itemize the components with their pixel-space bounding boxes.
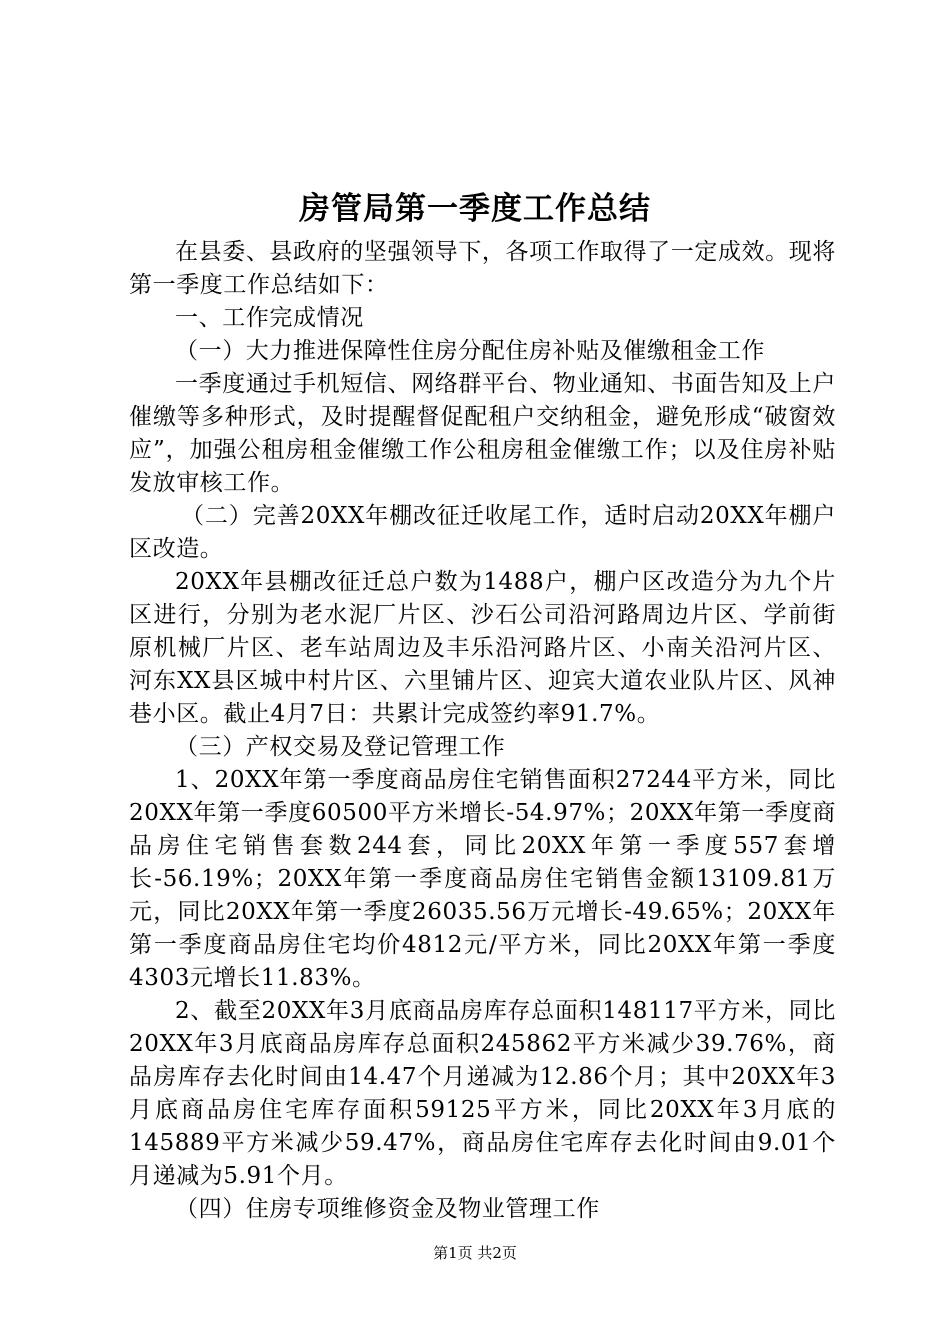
body-paragraph: 2、截至20XX年3月底商品房库存总面积148117平方米，同比20XX年3月底商品房库存总面积245862平方米减少39.76%，商品房库存去化时间由14.47个月递减为12.86个月；其中20XX年3月底商品房住宅库存面积59125平方米，同比20XX年3月底的145889平方米减少59.47%，商品房住宅库存去化时间由9.01个月递减为5.91个月。 [129, 998, 836, 1189]
subsection-heading: （二）完善20XX年棚改征迁收尾工作，适时启动20XX年棚户区改造。 [129, 503, 836, 562]
intro-paragraph: 在县委、县政府的坚强领导下，各项工作取得了一定成效。现将第一季度工作总结如下： [129, 239, 836, 298]
page-indicator: 第1页 共2页 [433, 1244, 517, 1262]
subsection-heading: （四）住房专项维修资金及物业管理工作 [175, 1196, 600, 1222]
subsection-heading: （一）大力推进保障性住房分配住房补贴及催缴租金工作 [175, 338, 765, 364]
section-heading: 一、工作完成情况 [175, 305, 364, 331]
body-paragraph: 一季度通过手机短信、网络群平台、物业通知、书面告知及上户催缴等多种形式，及时提醒督促配租户交纳租金，避免形成“破窗效应”，加强公租房租金催缴工作公租房租金催缴工作；以及住房补贴发放审核工作。 [129, 371, 836, 496]
body-paragraph: 20XX年县棚改征迁总户数为1488户，棚户区改造分为九个片区进行，分别为老水泥厂片区、沙石公司沿河路周边片区、学前街原机械厂片区、老车站周边及丰乐沿河路片区、小南关沿河片区、河东XX县区城中村片区、六里铺片区、迎宾大道农业队片区、风神巷小区。截止4月7日：共累计完成签约率91.7%。 [129, 569, 836, 727]
document-title: 房管局第一季度工作总结 [299, 191, 651, 227]
body-paragraph: 1、20XX年第一季度商品房住宅销售面积27244平方米，同比20XX年第一季度60500平方米增长-54.97%；20XX年第一季度商品房住宅销售套数244套，同比20XX年第一季度557套增长-56.19%；20XX年第一季度商品房住宅销售金额13109.81万元，同比20XX年第一季度26035.56万元增长-49.65%；20XX年第一季度商品房住宅均价4812元/平方米，同比20XX年第一季度4303元增长11.83%。 [129, 767, 836, 991]
document-body [129, 236, 836, 1226]
subsection-heading: （三）产权交易及登记管理工作 [175, 734, 506, 760]
